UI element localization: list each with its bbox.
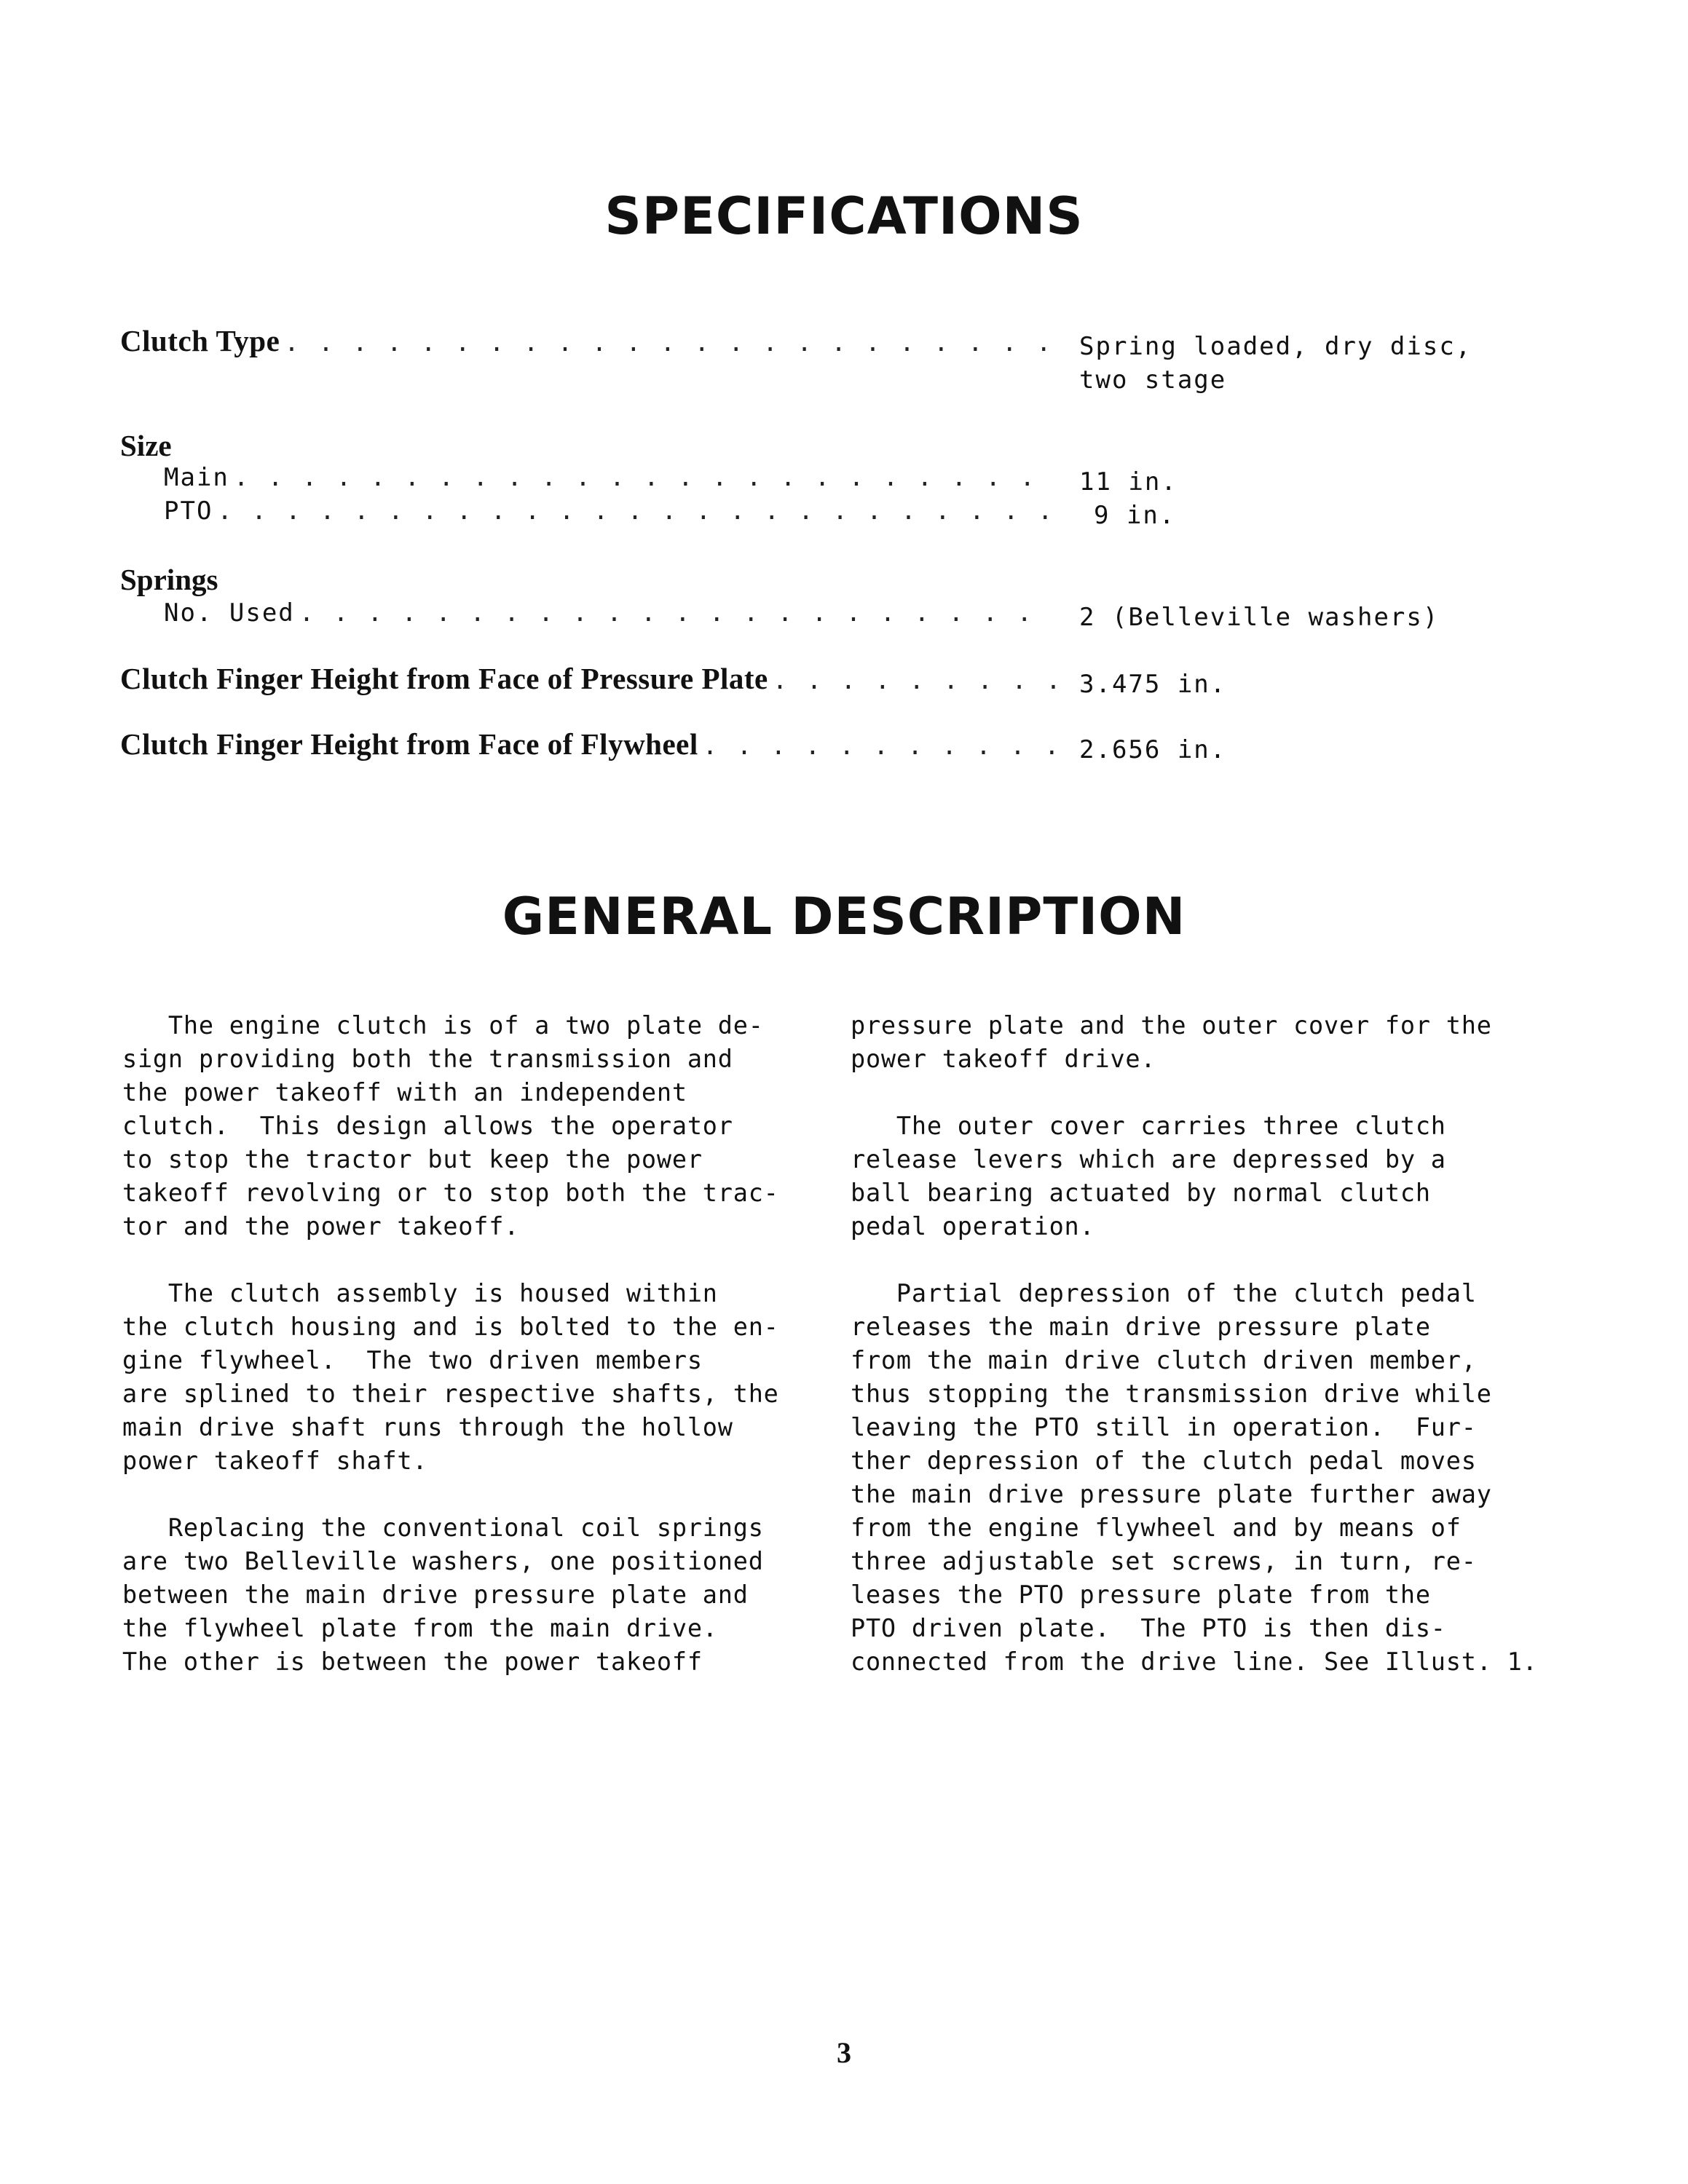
spec-springs-no-used-label: No. Used: [164, 598, 295, 628]
description-paragraph: Replacing the conventional coil springs are two Belleville washers, one positioned between the main drive pressure plate and the flywheel plate from the main drive. The other is between the power takeoff: [122, 1514, 764, 1676]
spec-size-title: Size: [120, 429, 172, 462]
page-number: 3: [837, 2036, 851, 2069]
spec-clutch-type-value-line1: Spring loaded, dry disc,: [1079, 332, 1472, 361]
spec-finger-height-pressure-value: 3.475 in.: [1079, 670, 1227, 699]
spec-size-main-row: [164, 463, 1061, 492]
general-description-heading: GENERAL DESCRIPTION: [502, 887, 1186, 946]
specifications-heading: SPECIFICATIONS: [604, 186, 1084, 246]
spec-finger-height-flywheel-row: [120, 727, 1061, 761]
description-paragraph: The clutch assembly is housed within the clutch housing and is bolted to the en- gine flywheel. The two driven members are splined to their respective shafts, the main drive shaft runs through the hollow power takeoff shaft.: [122, 1279, 779, 1475]
spec-size-pto-row: [164, 496, 1061, 526]
leader-dots: [773, 666, 1057, 695]
spec-size-pto-value: 9 in.: [1094, 501, 1176, 530]
leader-dots: [217, 496, 1057, 526]
spec-springs-title: Springs: [120, 563, 218, 596]
spec-clutch-type-row: [120, 323, 1060, 358]
spec-finger-height-pressure-label: Clutch Finger Height from Face of Pressure Plate: [120, 662, 768, 695]
spec-finger-height-flywheel-label: Clutch Finger Height from Face of Flywheel: [120, 727, 698, 761]
spec-size-pto-label: PTO: [164, 496, 213, 526]
description-left-column: [122, 1009, 778, 1712]
leader-dots: [284, 328, 1055, 357]
description-paragraph: The engine clutch is of a two plate de- sign providing both the transmission and the power takeoff with an independent clutch. This design allows the operator to stop the tractor but keep the power takeoff revolving or to stop both the trac- tor and the power takeoff.: [122, 1011, 779, 1241]
description-paragraph: The outer cover carries three clutch release levers which are depressed by a ball bearing actuated by normal clutch pedal operation.: [851, 1112, 1446, 1241]
spec-clutch-type-label: Clutch Type: [120, 324, 280, 357]
spec-size-main-label: Main: [164, 463, 229, 492]
description-paragraph: Partial depression of the clutch pedal releases the main drive pressure plate from the main drive clutch driven member, thus stopping the transmission drive while leaving the PTO still in operation. Fur- ther depression of the clutch pedal moves the main drive pressure plate further away from the engine flywheel and by means of three adjustable set screws, in turn, re- leases the PTO pressure plate from the PTO driven plate. The PTO is then dis- connected from the drive line. See Illust. 1.: [851, 1279, 1538, 1676]
spec-size-main-value: 11 in.: [1079, 467, 1178, 496]
spec-finger-height-flywheel-value: 2.656 in.: [1079, 735, 1227, 764]
spec-finger-height-pressure-row: [120, 661, 1061, 696]
spec-springs-no-used-value: 2 (Belleville washers): [1079, 603, 1440, 632]
spec-springs-no-used-row: [164, 598, 1061, 628]
leader-dots: [234, 463, 1057, 492]
leader-dots: [703, 732, 1057, 761]
description-paragraph: pressure plate and the outer cover for the power takeoff drive.: [851, 1011, 1492, 1073]
description-right-column: [851, 1009, 1542, 1712]
leader-dots: [299, 598, 1057, 628]
spec-clutch-type-value-line2: two stage: [1079, 365, 1227, 395]
